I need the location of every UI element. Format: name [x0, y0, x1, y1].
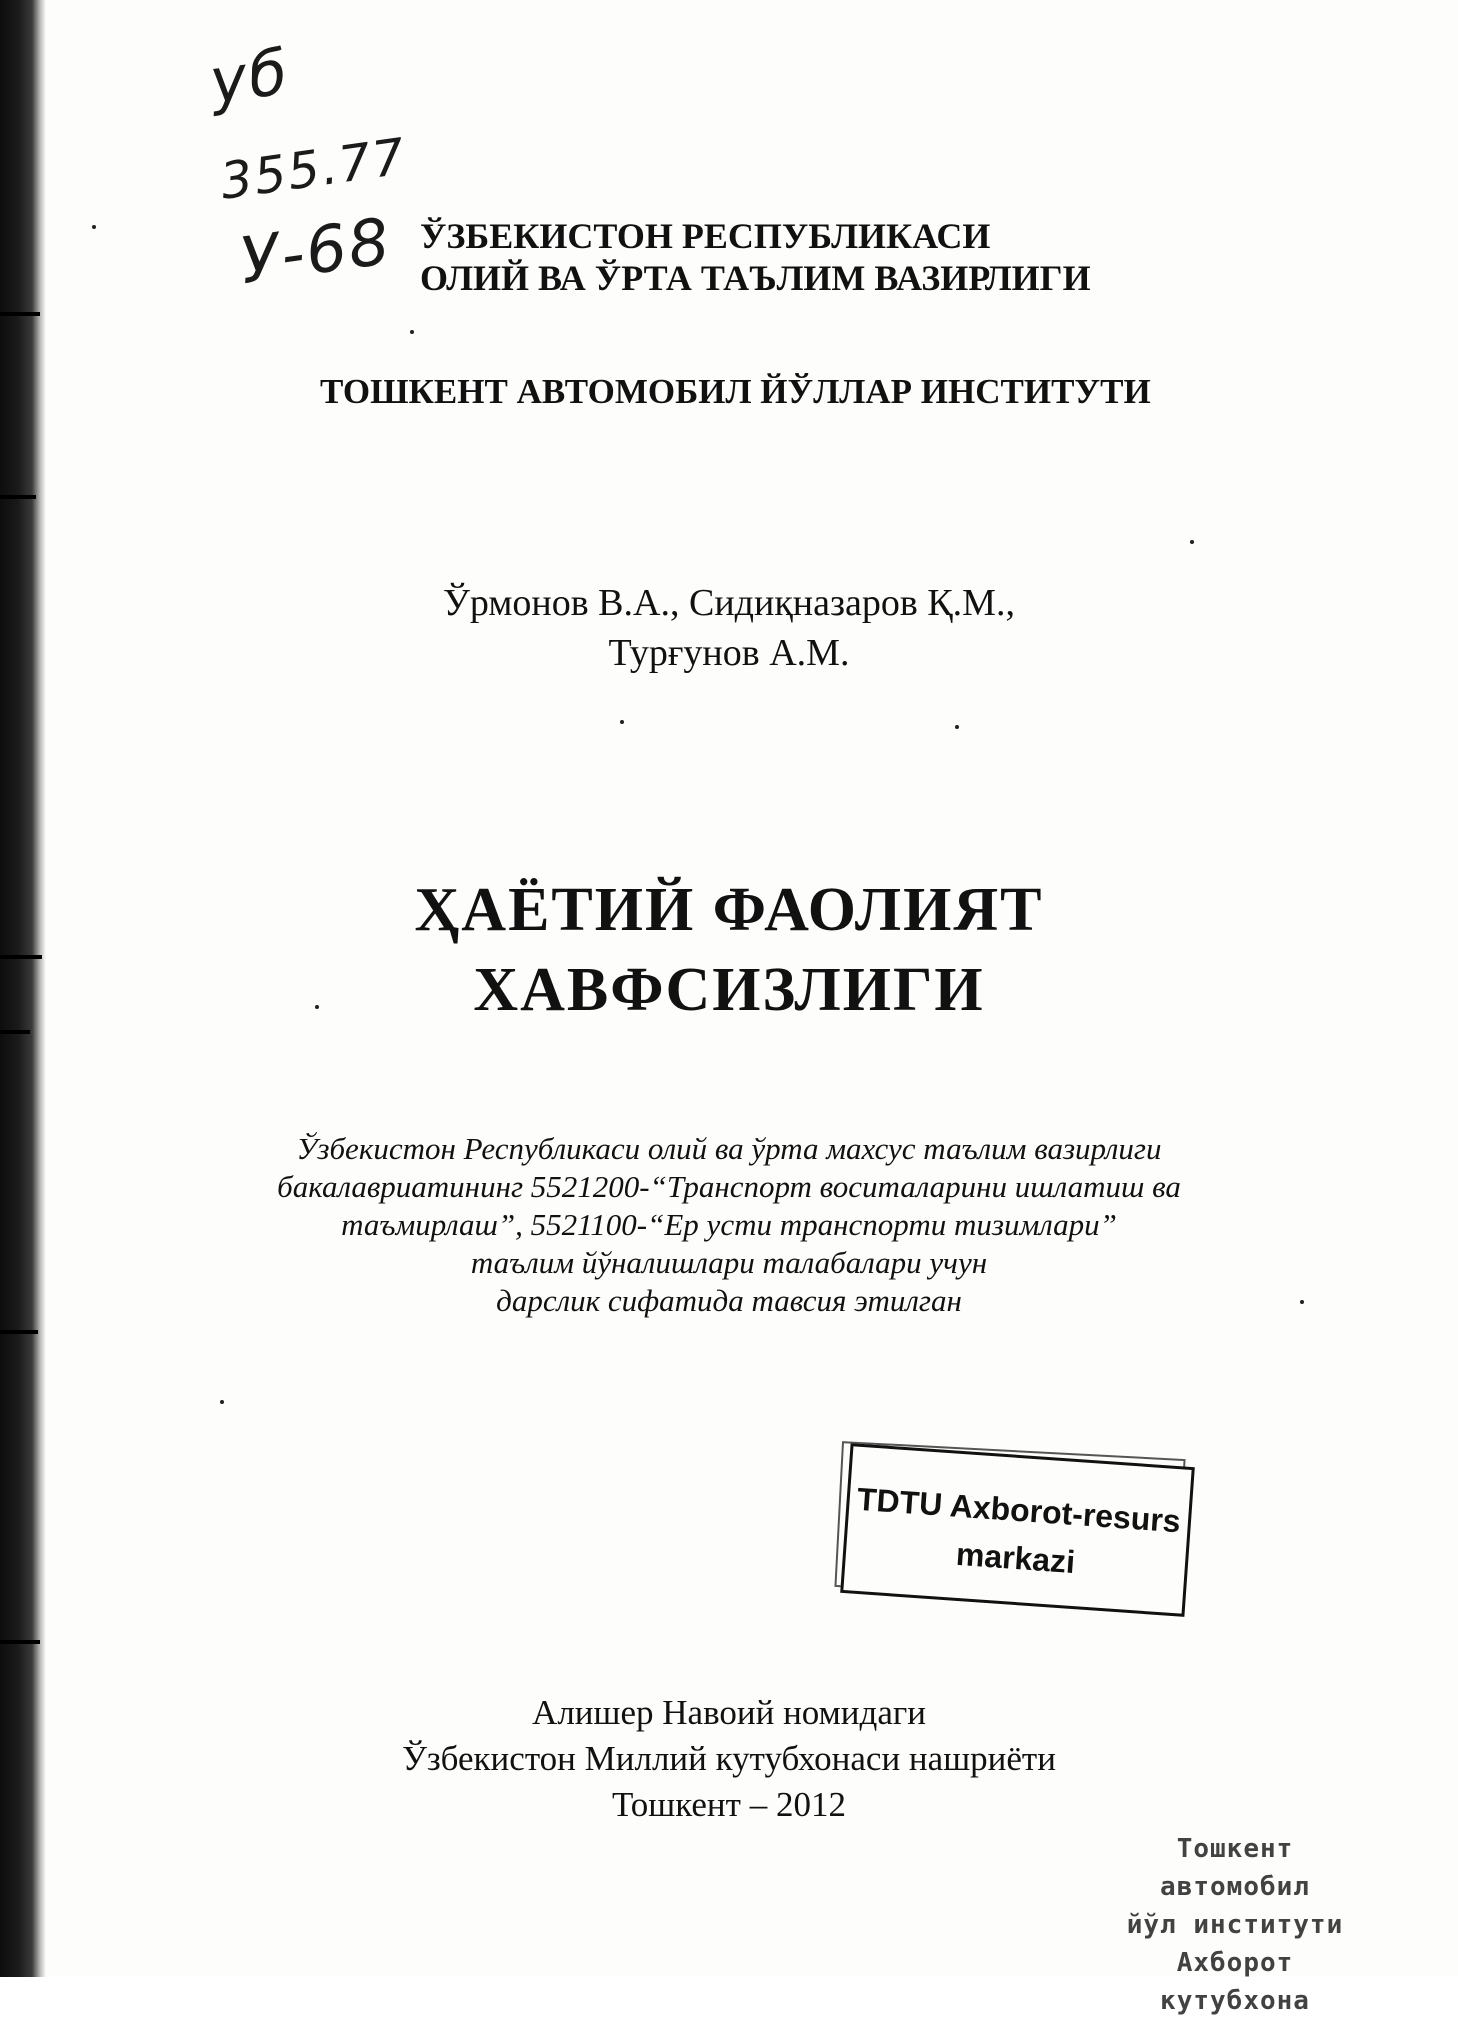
recommendation-text [0, 1130, 1458, 1320]
library-stamp-line: Ахборот кутубхона [1160, 1948, 1310, 2016]
stamp-line: TDTU Axborot-resurs [855, 1480, 1182, 1540]
scan-speck [220, 1400, 224, 1404]
scan-speck [410, 330, 414, 334]
scan-speck [92, 225, 96, 229]
authors-line: Турғунов А.М. [608, 632, 850, 674]
recommendation-line: бакалавриатининг 5521200-“Транспорт воситаларини ишлатиш ва [277, 1169, 1181, 1204]
edge-mark [0, 1030, 30, 1034]
ministry-line: ОЛИЙ ВА ЎРТА ТАЪЛИМ ВАЗИРЛИГИ [420, 258, 1091, 298]
library-resource-stamp [840, 1443, 1195, 1617]
ministry-line: ЎЗБЕКИСТОН РЕСПУБЛИКАСИ [420, 216, 991, 256]
title-line: ҲАЁТИЙ ФАОЛИЯТ [414, 876, 1044, 944]
publisher-line: Ўзбекистон Миллий кутубхонаси нашриёти [402, 1739, 1056, 1778]
authors [0, 578, 1458, 678]
authors-line: Ўрмонов В.А., Сидиқназаров Қ.М., [443, 582, 1015, 624]
library-stamp-line: Тошкент автомобил [1160, 1834, 1310, 1902]
book-title [0, 870, 1458, 1030]
institute-name: ТОШКЕНТ АВТОМОБИЛ ЙЎЛЛАР ИНСТИТУТИ [320, 372, 1151, 411]
stamp-line: markazi [954, 1535, 1077, 1581]
recommendation-line: таълим йўналишлари талабалари учун [470, 1245, 988, 1280]
scan-speck [620, 720, 624, 724]
edge-mark [0, 495, 36, 499]
library-stamp-line: йўл институти [1126, 1910, 1344, 1940]
edge-mark [0, 312, 40, 316]
ministry-heading [420, 215, 1120, 299]
title-line: ХАВФСИЗЛИГИ [473, 956, 985, 1024]
handwritten-line: 355.77 [216, 127, 411, 211]
scan-speck [1190, 540, 1194, 544]
recommendation-line: таъмирлаш”, 5521100-“Ер усти транспорти тизимлари” [341, 1207, 1117, 1242]
publisher-info [0, 1690, 1458, 1828]
handwritten-call-number [200, 34, 440, 300]
publisher-line: Тошкент – 2012 [612, 1785, 846, 1824]
handwritten-line: У-68 [235, 204, 396, 300]
edge-mark [0, 1640, 40, 1644]
edge-mark [0, 1330, 38, 1334]
publisher-line: Алишер Навоий номидаги [532, 1693, 926, 1732]
handwritten-line: уб [205, 34, 294, 119]
scan-speck [955, 725, 959, 729]
library-ownership-stamp [1095, 1830, 1375, 2020]
recommendation-line: дарслик сифатида тавсия этилган [496, 1283, 962, 1318]
recommendation-line: Ўзбекистон Республикаси олий ва ўрта махсус таълим вазирлиги [296, 1131, 1162, 1166]
